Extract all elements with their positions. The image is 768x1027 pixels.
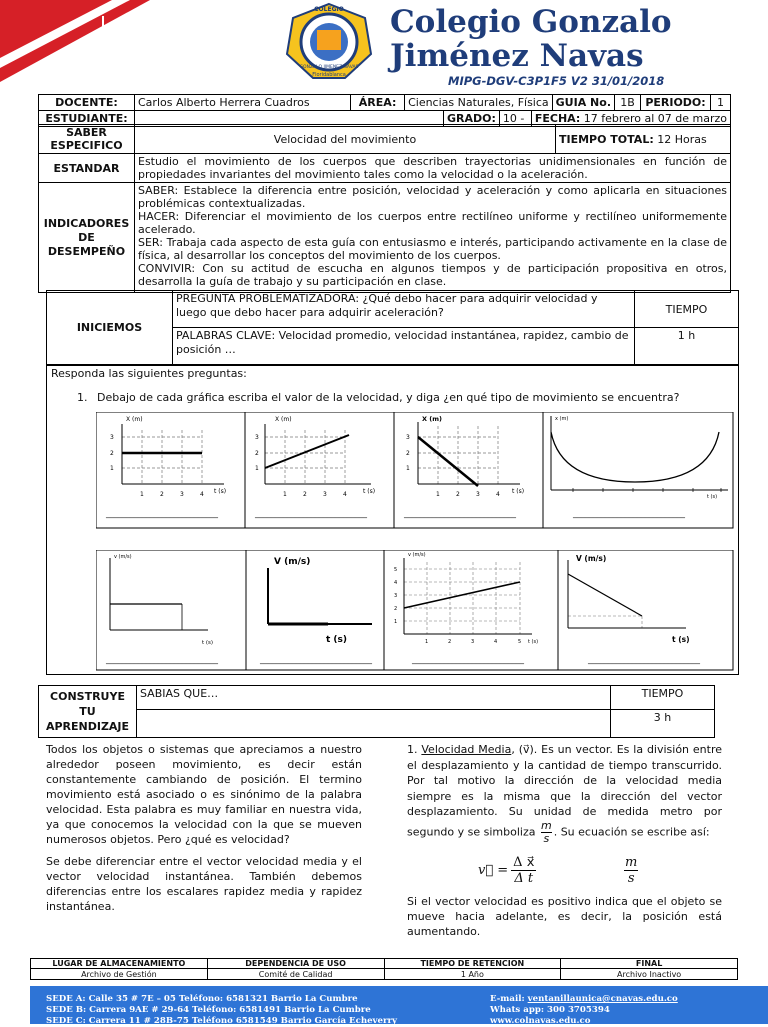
graph4-xlabel: t (s) <box>707 494 718 500</box>
position-line-increasing <box>265 435 349 468</box>
graph1-xtick-4: 4 <box>200 491 204 498</box>
vgraph3-ytick-5: 5 <box>394 567 398 573</box>
retention-header-final: FINAL <box>561 959 738 969</box>
graph-velocity-constant <box>105 554 219 664</box>
graph1-xtick-1: 1 <box>140 491 144 498</box>
indicador-convivir: CONVIVIR: Con su actitud de escucha en algunos tiempos y de participación propositiva en otros, desarrolla la guía de trabajo y su participación en clase. <box>138 262 727 288</box>
activity-item-text: Debajo de cada gráfica escriba el valor de la velocidad, y diga ¿en qué tipo de movimiento se encuentra? <box>97 391 680 404</box>
sabias-answer-field[interactable] <box>137 710 611 738</box>
position-line-decreasing <box>418 437 478 486</box>
body-right-column: 1. Velocidad Media, (v⃗). Es un vector. Es la división entre el desplazamiento y la cantidad de tiempo transcurrido. Por tal motivo la dirección de la velocidad media siempre es la misma que la dirección del vector desplazamiento. Su unidad de medida metro por segundo y se simboliza $\frac{m}{s}$ . Su ecuación se escribe así: <box>407 743 722 845</box>
sabias-que: SABIAS QUE… <box>137 686 611 710</box>
indicadores-text <box>135 183 731 293</box>
equation-numerator: Δ x⃗ <box>513 855 535 870</box>
graph-velocity-axes <box>259 557 373 664</box>
school-name-line2: Jiménez Navas <box>390 38 644 74</box>
inline-unit-den: s <box>543 831 550 845</box>
vgraph4-xlabel: t (s) <box>672 635 690 644</box>
graph3-xlabel: t (s) <box>512 488 525 495</box>
footer-whatsapp: Whats app: 300 3705394 <box>490 1005 610 1015</box>
activity-item-number: 1. <box>77 391 88 404</box>
footer-contact <box>490 994 678 1027</box>
graph1-xtick-3: 3 <box>180 491 184 498</box>
vgraph1-ylabel: v (m/s) <box>114 554 132 560</box>
indicador-saber: SABER: Establece la diferencia entre posición, velocidad y aceleración y como aplicarla en situaciones problémicas contextualizadas. <box>138 184 727 210</box>
retention-value-dependencia: Comité de Calidad <box>207 969 384 980</box>
docente-value: Carlos Alberto Herrera Cuadros <box>135 95 351 111</box>
vgraph3-ytick-1: 1 <box>394 619 398 625</box>
graph-position-increasing <box>254 416 375 518</box>
position-curve <box>551 432 719 482</box>
tiempo-total-label: TIEMPO TOTAL: <box>559 132 654 146</box>
vgraph1-xlabel: t (s) <box>202 640 214 646</box>
graph2-xtick-3: 3 <box>323 491 327 498</box>
saber-label: SABER ESPECIFICO <box>39 125 135 154</box>
vgraph2-answer-line: ____________________________ <box>260 655 372 664</box>
graph3-xtick-3: 3 <box>476 491 480 498</box>
graph1-xtick-2: 2 <box>160 491 164 498</box>
tiempo-total-value: 12 Horas <box>657 132 707 146</box>
graph2-ylabel: X (m) <box>275 416 292 423</box>
guia-label: GUIA No. <box>552 95 614 111</box>
corner-ribbon <box>0 0 180 95</box>
graph2-ytick-3: 3 <box>255 434 259 441</box>
footer-sedes <box>46 994 397 1027</box>
retention-value-tiempo: 1 Año <box>384 969 561 980</box>
graph4-ylabel: x (m) <box>555 416 569 422</box>
indicador-hacer: HACER: Diferenciar el movimiento de los cuerpos entre rectilíneo uniforme y rectilíneo uniformemente acelerado. <box>138 210 727 236</box>
graph2-xtick-1: 1 <box>283 491 287 498</box>
seal-mid-text: GONZALO JIMENEZ NAVAS <box>299 65 359 70</box>
graph-position-constant <box>105 416 226 518</box>
graph-velocity-increasing <box>394 552 538 664</box>
graph4-answer-line: ____________________________ <box>573 509 685 518</box>
graph1-ytick-2: 2 <box>110 450 114 457</box>
estandar-text: Estudio el movimiento de los cuerpos que describen trayectorias unidimensionales en función de propiedades invariantes del movimiento tales como la velocidad o la aceleración. <box>135 154 731 183</box>
retention-value-final: Archivo Inactivo <box>561 969 738 980</box>
footer-email-label: E-mail: <box>490 994 528 1004</box>
inline-unit-fraction <box>541 820 552 845</box>
vgraph3-ylabel: v (m/s) <box>408 552 426 558</box>
right-paragraph-2: Si el vector velocidad es positivo indica que el objeto se mueve hacia adelante, es decir, la posición está aumentando. <box>407 895 722 938</box>
vgraph3-xtick-3: 3 <box>471 639 475 645</box>
graph3-ylabel: X (m) <box>422 415 442 423</box>
saber-value: Velocidad del movimiento <box>135 125 556 154</box>
velocity-equation <box>478 855 536 886</box>
footer-email-link[interactable]: ventanillaunica@cnavas.edu.co <box>527 994 678 1004</box>
footer-website[interactable]: www.colnavas.edu.co <box>490 1016 591 1026</box>
estudiante-label: ESTUDIANTE: <box>39 111 135 127</box>
retention-value-lugar: Archivo de Gestión <box>31 969 208 980</box>
footer-sede-a: SEDE A: Calle 35 # 7E – 05 Teléfono: 6581321 Barrio La Cumbre <box>46 994 358 1004</box>
graph2-xtick-4: 4 <box>343 491 347 498</box>
right-item-number: 1. <box>407 743 418 756</box>
construye-tiempo-value: 3 h <box>611 710 715 738</box>
equation-unit-num: m <box>625 855 638 870</box>
graph2-ytick-2: 2 <box>255 450 259 457</box>
retention-header-dependencia: DEPENDENCIA DE USO <box>207 959 384 969</box>
document-code: MIPG-DGV-C3P1F5 V2 31/01/2018 <box>448 74 665 88</box>
construye-label: CONSTRUYE TU APRENDIZAJE <box>39 686 137 738</box>
graph2-ytick-1: 1 <box>255 465 259 472</box>
inline-unit-num: m <box>540 818 552 832</box>
construye-tiempo-label: TIEMPO <box>611 686 715 710</box>
iniciemos-label: INICIEMOS <box>47 291 173 365</box>
right-paragraph-1-end: . Su ecuación se escribe así: <box>553 825 710 838</box>
velocidad-media-term: Velocidad Media <box>421 743 512 756</box>
graph1-ytick-1: 1 <box>110 465 114 472</box>
graph3-ytick-1: 1 <box>406 465 410 472</box>
position-graphs-row <box>96 412 736 530</box>
info-table-body <box>38 124 731 293</box>
vgraph3-xlabel: t (s) <box>528 639 539 645</box>
graph1-ytick-3: 3 <box>110 434 114 441</box>
left-paragraph-2: Se debe diferenciar entre el vector velocidad media y el vector velocidad instantánea. También debemos diferencias entre los escalares rapidez media y rapidez instantánea. <box>46 855 362 913</box>
iniciemos-table <box>46 290 739 365</box>
equation-lhs: v⃗ = <box>478 863 509 878</box>
vgraph3-ytick-2: 2 <box>394 606 398 612</box>
equation-unit-den: s <box>627 871 635 886</box>
graph3-xtick-1: 1 <box>436 491 440 498</box>
pregunta-problematizadora: PREGUNTA PROBLEMATIZADORA: ¿Qué debo hacer para adquirir velocidad y luego que debo hacer para adquirir aceleración? <box>173 291 635 328</box>
left-paragraph-1: Todos los objetos o sistemas que apreciamos a nuestro alrededor poseen movimiento, es decir están constantemente cambiando de posición. El termino movimiento está asociado o es sinónimo de la palabra velocidad. Esta palabra es muy familiar en nuestra vida, ya que conocemos la velocidad con la que se mueven numerosos objetos. Pero ¿qué es velocidad? <box>46 743 362 846</box>
vgraph3-xtick-2: 2 <box>448 639 452 645</box>
seal-top-text: COLEGIO <box>314 6 344 13</box>
velocity-line-decreasing <box>568 574 642 616</box>
grado-label: GRADO: <box>443 111 499 127</box>
vgraph3-xtick-5: 5 <box>518 639 522 645</box>
equation-fraction <box>511 855 536 886</box>
guia-value: 1B <box>615 95 641 111</box>
graph3-xtick-4: 4 <box>496 491 500 498</box>
graph1-ylabel: X (m) <box>126 416 143 423</box>
vgraph3-xtick-1: 1 <box>425 639 429 645</box>
footer-bar <box>30 986 768 1024</box>
retention-header-tiempo: TIEMPO DE RETENCION <box>384 959 561 969</box>
info-table <box>38 94 731 111</box>
graph-velocity-decreasing <box>568 554 701 664</box>
vgraph3-ytick-3: 3 <box>394 593 398 599</box>
vgraph3-xtick-4: 4 <box>494 639 498 645</box>
graph-position-curve <box>551 416 728 518</box>
vgraph3-answer-line: ____________________________ <box>412 655 524 664</box>
vgraph2-ylabel: V (m/s) <box>274 557 311 567</box>
graph1-answer-line: ____________________________ <box>106 509 218 518</box>
graph-position-decreasing <box>403 415 524 518</box>
school-name-line1: Colegio Gonzalo <box>390 4 672 40</box>
palabras-clave: PALABRAS CLAVE: Velocidad promedio, velocidad instantánea, rapidez, cambio de posición … <box>173 328 635 365</box>
body-left-column <box>46 742 362 914</box>
retention-table <box>30 958 738 980</box>
school-seal-logo <box>283 2 375 82</box>
activity-intro: Responda las siguientes preguntas: <box>51 367 247 380</box>
tiempo-total-cell <box>556 125 731 154</box>
estandar-label: ESTANDAR <box>39 154 135 183</box>
graph3-answer-line: ____________________________ <box>404 509 516 518</box>
area-value: Ciencias Naturales, Física <box>405 95 553 111</box>
retention-header-lugar: LUGAR DE ALMACENAMIENTO <box>31 959 208 969</box>
graph3-ytick-2: 2 <box>406 450 410 457</box>
footer-sede-b: SEDE B: Carrera 9AE # 29-64 Teléfono: 6581491 Barrio La Cumbre <box>46 1005 371 1015</box>
docente-label: DOCENTE: <box>39 95 135 111</box>
periodo-label: PERIODO: <box>641 95 711 111</box>
iniciemos-tiempo-value: 1 h <box>635 328 739 365</box>
graph3-ytick-3: 3 <box>406 434 410 441</box>
vgraph3-ytick-4: 4 <box>394 580 398 586</box>
area-label: ÁREA: <box>351 95 405 111</box>
velocity-vector-symbol: (v⃗) <box>518 743 534 756</box>
seal-bottom-text: Floridablanca <box>312 72 346 78</box>
footer-sede-c: SEDE C: Carrera 11 # 28B-75 Teléfono 6581549 Barrio García Echeverry <box>46 1016 398 1026</box>
graph3-xtick-2: 2 <box>456 491 460 498</box>
fecha-value: 17 febrero al 07 de marzo <box>583 112 727 125</box>
graph1-xlabel: t (s) <box>214 488 227 495</box>
vgraph2-xlabel: t (s) <box>326 635 348 645</box>
vgraph4-ylabel: V (m/s) <box>576 554 607 563</box>
grado-value: 10 - <box>499 111 531 127</box>
equation-denominator: Δ t <box>514 871 534 886</box>
fecha-label: FECHA: <box>534 112 581 125</box>
vgraph4-answer-line: ____________________________ <box>588 655 700 664</box>
construye-table <box>38 685 715 738</box>
graph2-xtick-2: 2 <box>303 491 307 498</box>
graph2-xlabel: t (s) <box>363 488 376 495</box>
footer-email-line <box>490 994 678 1005</box>
iniciemos-tiempo-label: TIEMPO <box>635 291 739 328</box>
velocity-graphs-row <box>96 550 736 672</box>
graph2-answer-line: ____________________________ <box>255 509 367 518</box>
periodo-value: 1 <box>711 95 731 111</box>
equation-unit-fraction <box>624 855 638 886</box>
indicador-ser: SER: Trabaja cada aspecto de esta guía con entusiasmo e interés, participando activamente en la clase de física, al desarrollar los conceptos del movimiento de los cuerpos. <box>138 236 727 262</box>
indicadores-label: INDICADORES DE DESEMPEÑO <box>39 183 135 293</box>
right-paragraph-1: . Es un vector. Es la división entre el desplazamiento y la cantidad de tiempo transcurrido. Por tal motivo la dirección de la velocidad media siempre es la misma que la dirección del vector desplazamiento. Su unidad de medida metro por segundo y se simboliza <box>407 743 722 838</box>
vgraph1-answer-line: ____________________________ <box>106 655 218 664</box>
